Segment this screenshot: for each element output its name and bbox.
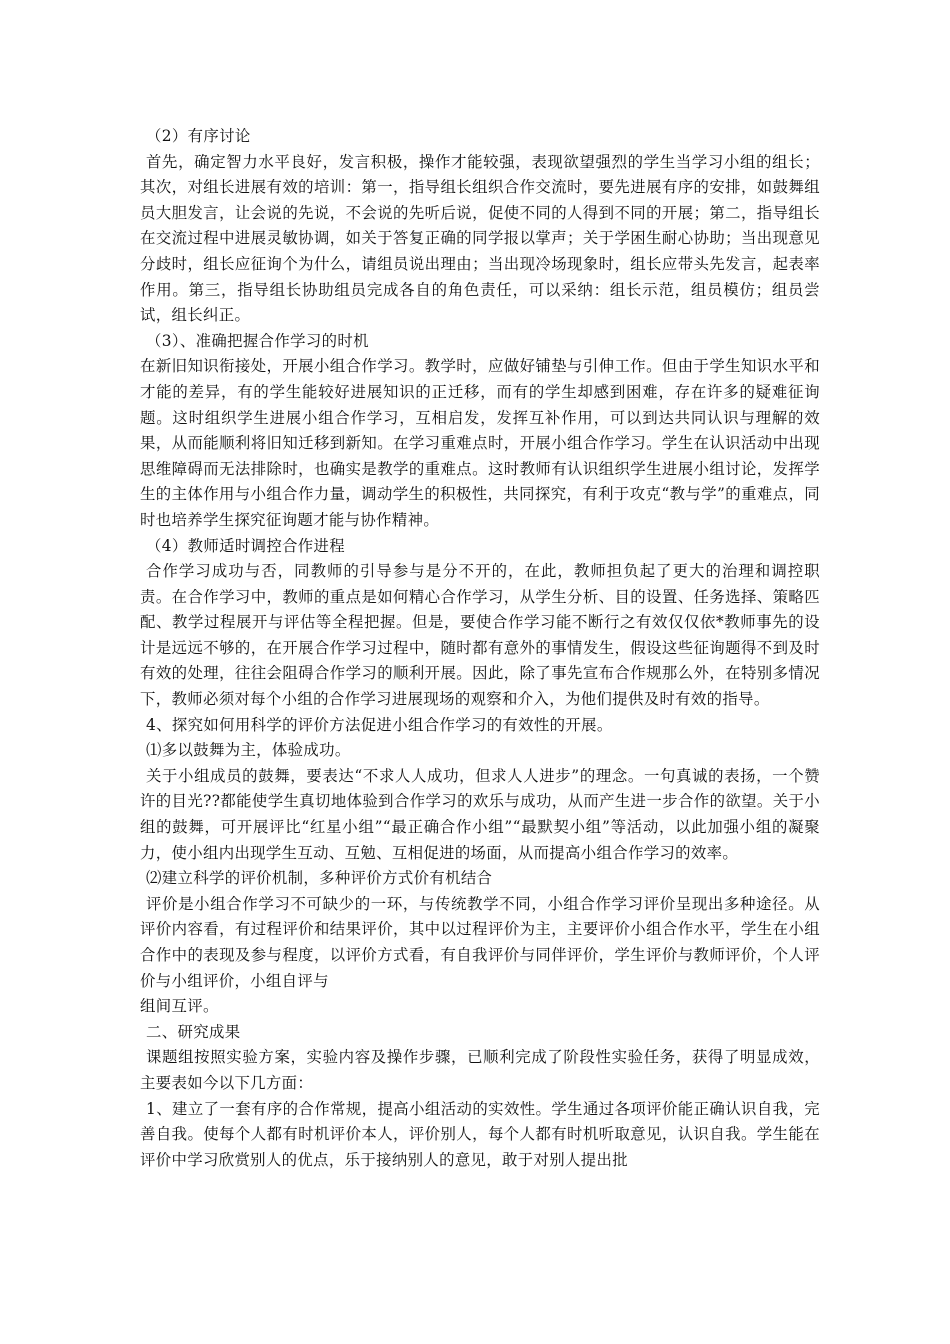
document-page bbox=[140, 124, 820, 1173]
paragraph-encouragement: 关于小组成员的鼓舞，要表达“不求人人成功，但求人人进步”的理念。一句真诚的表扬，一个赞许的目光??都能使学生真切地体验到合作学习的欢乐与成功，从而产生进一步合作的欲望。关于小组的鼓舞，可开展评比“红星小组”“最正确合作小组”“最默契小组”等活动，以此加强小组的凝聚力，使小组内出现学生互动、互勉、互相促进的场面，从而提高小组合作学习的效率。 bbox=[140, 766, 820, 862]
section-heading-orderly-discussion: （2）有序讨论 bbox=[146, 127, 251, 145]
subheading-evaluation-mechanism: ⑵建立科学的评价机制，多种评价方式价有机结合 bbox=[146, 869, 493, 888]
section-heading-evaluation-methods: 4、探究如何用科学的评价方法促进小组合作学习的有效性的开展。 bbox=[146, 715, 613, 734]
paragraph-result-1: 1、建立了一套有序的合作常规，提高小组活动的实效性。学生通过各项评价能正确认识自我，完善自我。使每个人都有时机评价本人，评价别人，每个人都有时机听取意见，认识自我。学生能在评价中学习欣赏别人的优点，乐于接纳别人的意见，敢于对别人提出批 bbox=[140, 1099, 820, 1169]
paragraph-timing: 在新旧知识衔接处，开展小组合作学习。教学时，应做好铺垫与引伸工作。但由于学生知识水平和才能的差异，有的学生能较好进展知识的正迁移，而有的学生却感到困难，存在许多的疑难征询题。这时组织学生进展小组合作学习，互相启发，发挥互补作用，可以到达共同认识与理解的效果，从而能顺利将旧知迁移到新知。在学习重难点时，开展小组合作学习。学生在认识活动中出现思维障碍而无法排除时，也确实是教学的重难点。这时教师有认识组织学生进展小组讨论，发挥学生的主体作用与小组合作力量，调动学生的积极性，共同探究，有利于攻克“教与学”的重难点，同时也培养学生探究征询题才能与协作精神。 bbox=[140, 357, 820, 529]
subheading-encouragement: ⑴多以鼓舞为主，体验成功。 bbox=[146, 741, 351, 760]
paragraph-teacher-control: 合作学习成功与否，同教师的引导参与是分不开的，在此，教师担负起了更大的治理和调控职责。在合作学习中，教师的重点是如何精心合作学习，从学生分析、目的设置、任务选择、策略匹配、教学过程展开与评估等全程把握。但是，要使合作学习能不断行之有效仅仅依*教师事先的设计是远远不够的，在开展合作学习过程中，随时都有意外的事情发生，假设这些征询题得不到及时有效的处理，往往会阻碍合作学习的顺利开展。因此，除了事先宣布合作规那么外，在特别多情况下，教师必须对每个小组的合作学习进展现场的观察和介入，为他们提供及时有效的指导。 bbox=[140, 562, 820, 709]
section-heading-research-results: 二、研究成果 bbox=[146, 1022, 241, 1041]
paragraph-research-results-intro: 课题组按照实验方案，实验内容及操作步骤，已顺利完成了阶段性实验任务，获得了明显成效，主要表如今以下几方面： bbox=[140, 1048, 820, 1092]
paragraph-evaluation-continued: 组间互评。 bbox=[140, 997, 219, 1016]
paragraph-orderly-discussion: 首先，确定智力水平良好，发言积极，操作才能较强，表现欲望强烈的学生当学习小组的组长；其次，对组长进展有效的培训：第一，指导组长组织合作交流时，要先进展有序的安排，如鼓舞组员大胆发言，让会说的先说，不会说的先听后说，促使不同的人得到不同的开展；第二，指导组长在交流过程中进展灵敏协调，如关于答复正确的同学报以掌声；关于学困生耐心协助；当出现意见分歧时，组长应征询个为什么，请组员说出理由；当出现冷场现象时，组长应带头先发言，起表率作用。第三，指导组长协助组员完成各自的角色责任，可以采纳：组长示范，组员模仿；组员尝试，组长纠正。 bbox=[140, 152, 820, 325]
section-heading-timing: （3）、准确把握合作学习的时机 bbox=[146, 331, 369, 350]
paragraph-evaluation-mechanism: 评价是小组合作学习不可缺少的一环，与传统教学不同，小组合作学习评价呈现出多种途径。从评价内容看，有过程评价和结果评价，其中以过程评价为主，主要评价小组合作水平，学生在小组合作中的表现及参与程度，以评价方式看，有自我评价与同伴评价，学生评价与教师评价，个人评价与小组评价，小组自评与 bbox=[140, 894, 820, 990]
section-heading-teacher-control: （4）教师适时调控合作进程 bbox=[146, 536, 346, 555]
